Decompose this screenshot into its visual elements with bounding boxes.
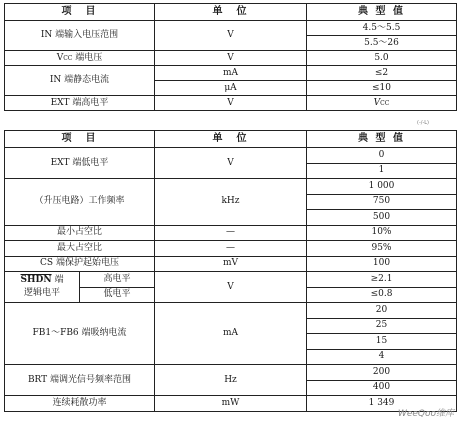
row-value: VCC: [307, 96, 457, 111]
table-row: [5, 66, 457, 81]
row-item: 连续耗散功率: [5, 396, 155, 412]
row-item: VCC 端电压: [5, 51, 155, 66]
spec-table-2: [4, 130, 457, 412]
header-typical: 典 型 值: [307, 131, 457, 148]
row-value: 100: [307, 256, 457, 272]
row-item: IN 端输入电压范围: [5, 21, 155, 51]
row-unit: —: [155, 225, 307, 241]
row-value: 10%: [307, 225, 457, 241]
header-unit: 单 位: [155, 4, 307, 21]
row-value: 20: [307, 303, 457, 319]
row-value: 4.5～5.5: [307, 21, 457, 36]
row-value: 5.5～26: [307, 36, 457, 51]
table-row: [5, 365, 457, 381]
row-unit: V: [155, 21, 307, 51]
row-item: IN 端静态电流: [5, 66, 155, 96]
table-row: [5, 225, 457, 241]
row-value: 4: [307, 349, 457, 365]
row-value: ≤10: [307, 81, 457, 96]
row-unit: mW: [155, 396, 307, 412]
row-unit: —: [155, 241, 307, 257]
row-value: ≥2.1: [307, 272, 457, 288]
header-item: 项 目: [5, 131, 155, 148]
spec-table-1: [4, 3, 457, 111]
table-row: [5, 256, 457, 272]
row-value: 1 349: [307, 396, 457, 412]
row-item: （升压电路）工作频率: [5, 179, 155, 226]
row-unit: mA: [155, 303, 307, 365]
table-row: [5, 148, 457, 164]
row-value: 0: [307, 148, 457, 164]
shdn-high-label: 高电平: [80, 272, 155, 288]
header-typical: 典 型 值: [307, 4, 457, 21]
row-unit: mV: [155, 256, 307, 272]
row-unit: V: [155, 96, 307, 111]
row-item: EXT 端高电平: [5, 96, 155, 111]
watermark: WeeQoo维库: [397, 409, 454, 419]
table-row: [5, 396, 457, 412]
row-unit: Hz: [155, 365, 307, 396]
header-item: 项 目: [5, 4, 155, 21]
row-value: ≤2: [307, 66, 457, 81]
row-unit: kHz: [155, 179, 307, 226]
row-item: 最大占空比: [5, 241, 155, 257]
row-value: 95%: [307, 241, 457, 257]
row-value: 750: [307, 194, 457, 210]
row-unit: V: [155, 148, 307, 179]
cut-off-text: (-/-L): [417, 120, 429, 126]
row-value: ≤0.8: [307, 287, 457, 303]
table-header-row: [5, 4, 457, 21]
row-value: 1 000: [307, 179, 457, 195]
table-row: [5, 303, 457, 319]
row-unit: μA: [155, 81, 307, 96]
row-value: 25: [307, 318, 457, 334]
table-header-row: [5, 131, 457, 148]
row-item: CS 端保护起始电压: [5, 256, 155, 272]
table-row: [5, 21, 457, 36]
shdn-logic-label: SHDN 端 逻辑电平: [5, 272, 80, 303]
table-row: [5, 272, 457, 288]
table-row: [5, 241, 457, 257]
row-value: 400: [307, 380, 457, 396]
row-item: EXT 端低电平: [5, 148, 155, 179]
row-item: 最小占空比: [5, 225, 155, 241]
table-row: [5, 96, 457, 111]
row-item: BRT 端调光信号频率范围: [5, 365, 155, 396]
row-value: 200: [307, 365, 457, 381]
row-value: 5.0: [307, 51, 457, 66]
row-unit: V: [155, 51, 307, 66]
table-row: [5, 179, 457, 195]
shdn-low-label: 低电平: [80, 287, 155, 303]
row-value: 1: [307, 163, 457, 179]
row-unit: mA: [155, 66, 307, 81]
row-value: 15: [307, 334, 457, 350]
row-value: 500: [307, 210, 457, 226]
header-unit: 单 位: [155, 131, 307, 148]
row-item: FB1～FB6 端吸纳电流: [5, 303, 155, 365]
row-unit: V: [155, 272, 307, 303]
table-row: [5, 51, 457, 66]
